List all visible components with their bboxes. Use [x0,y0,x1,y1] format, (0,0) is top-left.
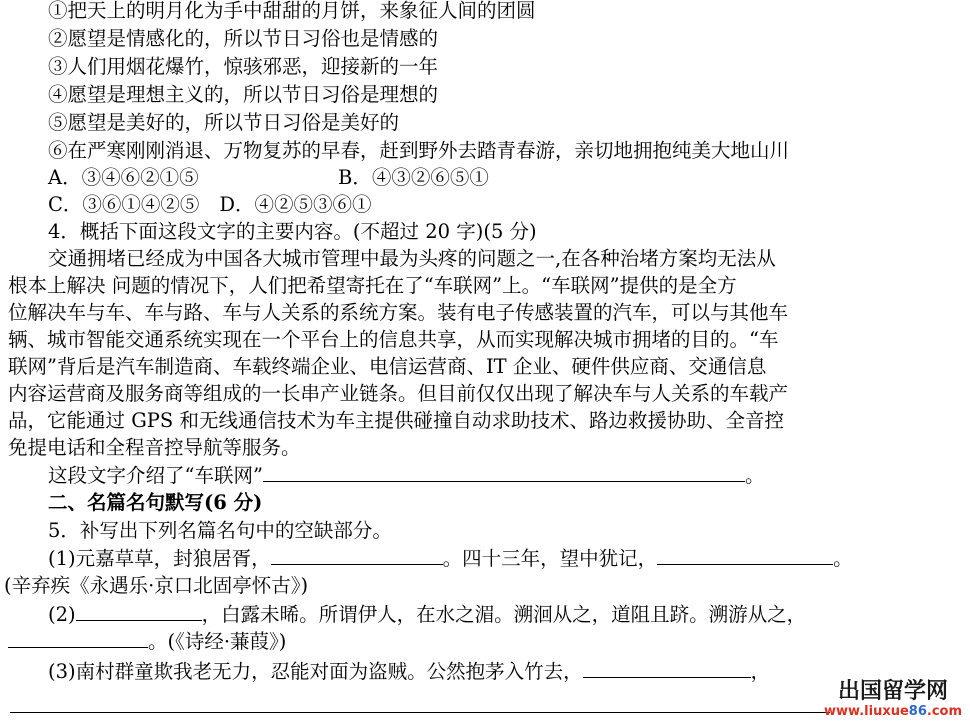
item-2-line-cont [8,629,286,655]
option-5: ⑤愿望是美好的，所以节日习俗是美好的 [48,111,400,134]
section-2-heading: 二、名篇名句默写(6 分) [48,491,263,514]
option-1: ①把天上的明月化为手中甜甜的月饼，来象征人间的团圆 [48,0,536,22]
item-2-blank-2[interactable] [8,629,148,648]
option-2: ②愿望是情感化的，所以节日习俗也是情感的 [48,27,439,50]
item-1-blank-2[interactable] [657,546,833,565]
question-4-answer-line [48,463,764,489]
paragraph-line-5: 联网”背后是汽车制造商、车载终端企业、电信运营商、IT 企业、硬件供应商、交通信息 [8,355,767,378]
item-3-blank-2[interactable] [10,712,830,713]
item-2-blank-1[interactable] [76,602,202,621]
item-1-text-c: 。 [833,547,853,570]
option-6: ⑥在严寒刚刚消退、万物复苏的早春，赶到野外去踏青春游，亲切地拥抱纯美大地山川 [48,139,790,162]
paragraph-line-6: 内容运营商及服务商等组成的一长串产业链条。但目前仅仅出现了解决车与人关系的车载产 [8,382,789,405]
option-4: ④愿望是理想主义的，所以节日习俗是理想的 [48,83,439,106]
choice-c: C．③⑥①④②⑤ [48,193,200,216]
choice-d: D．④②⑤③⑥① [219,193,372,216]
question-5-title: 5．补写出下列名篇名句中的空缺部分。 [48,519,392,542]
item-1-blank-1[interactable] [271,546,443,565]
watermark-name: 出国留学网 [838,679,949,704]
paragraph-line-2: 根本上解决 问题的情况下，人们把希望寄托在了“车联网”上。“车联网”提供的是全方 [8,274,737,297]
choice-a: A．③④⑥②①⑤ [48,166,199,189]
paragraph-line-3: 位解决车与车、车与路、车与人关系的系统方案。装有电子传感装置的汽车，可以与其他车 [8,301,789,324]
item-1-text-a: (1)元嘉草草，封狼居胥， [48,547,271,570]
paragraph-line-4: 辆、城市智能交通系统实现在一个平台上的信息共享，从而实现解决城市拥堵的目的。“车 [8,328,779,351]
item-3-text-a: (3)南村群童欺我老无力，忍能对面为盗贼。公然抱茅入竹去， [48,660,583,683]
item-2-text-c: 。(《诗经·蒹葭》) [148,630,287,653]
item-1-line [48,546,853,572]
item-2-text-b: ，白露未晞。所谓伊人，在水之湄。溯洄从之，道阻且跻。溯游从之， [201,603,807,626]
answer-suffix: 。 [744,464,765,487]
paragraph-line-1: 交通拥堵已经成为中国各大城市管理中最为头疼的问题之一,在各种治堵方案均无法从 [48,247,776,270]
option-3: ③人们用烟花爆竹，惊骇邪恶，迎接新的一年 [48,55,439,78]
item-3-text-b: ， [750,660,771,683]
watermark-url: www.liuxue86.com [824,704,962,719]
question-4-title: 4．概括下面这段文字的主要内容。(不超过 20 字)(5 分) [48,220,537,243]
item-1-text-b: 。四十三年，望中犹记， [442,547,658,570]
item-2-text-a: (2) [48,603,76,626]
choice-c-d [48,192,372,218]
paragraph-line-7: 品，它能通过 GPS 和无线通信技术为车主提供碰撞自动求助技术、路边救援协助、全音控 [8,409,784,432]
item-3-blank-1[interactable] [583,659,751,678]
answer-prefix: 这段文字介绍了“车联网” [48,464,263,487]
item-1-source: (辛弃疾《永遇乐·京口北固亭怀古》) [4,574,309,597]
paragraph-line-8: 免提电话和全程音控导航等服务。 [8,436,301,459]
choice-b: B．④③②⑥⑤① [338,166,489,189]
item-3-line [48,659,770,685]
answer-blank[interactable] [263,463,745,482]
item-2-line [48,602,806,628]
watermark-logo [824,680,962,719]
